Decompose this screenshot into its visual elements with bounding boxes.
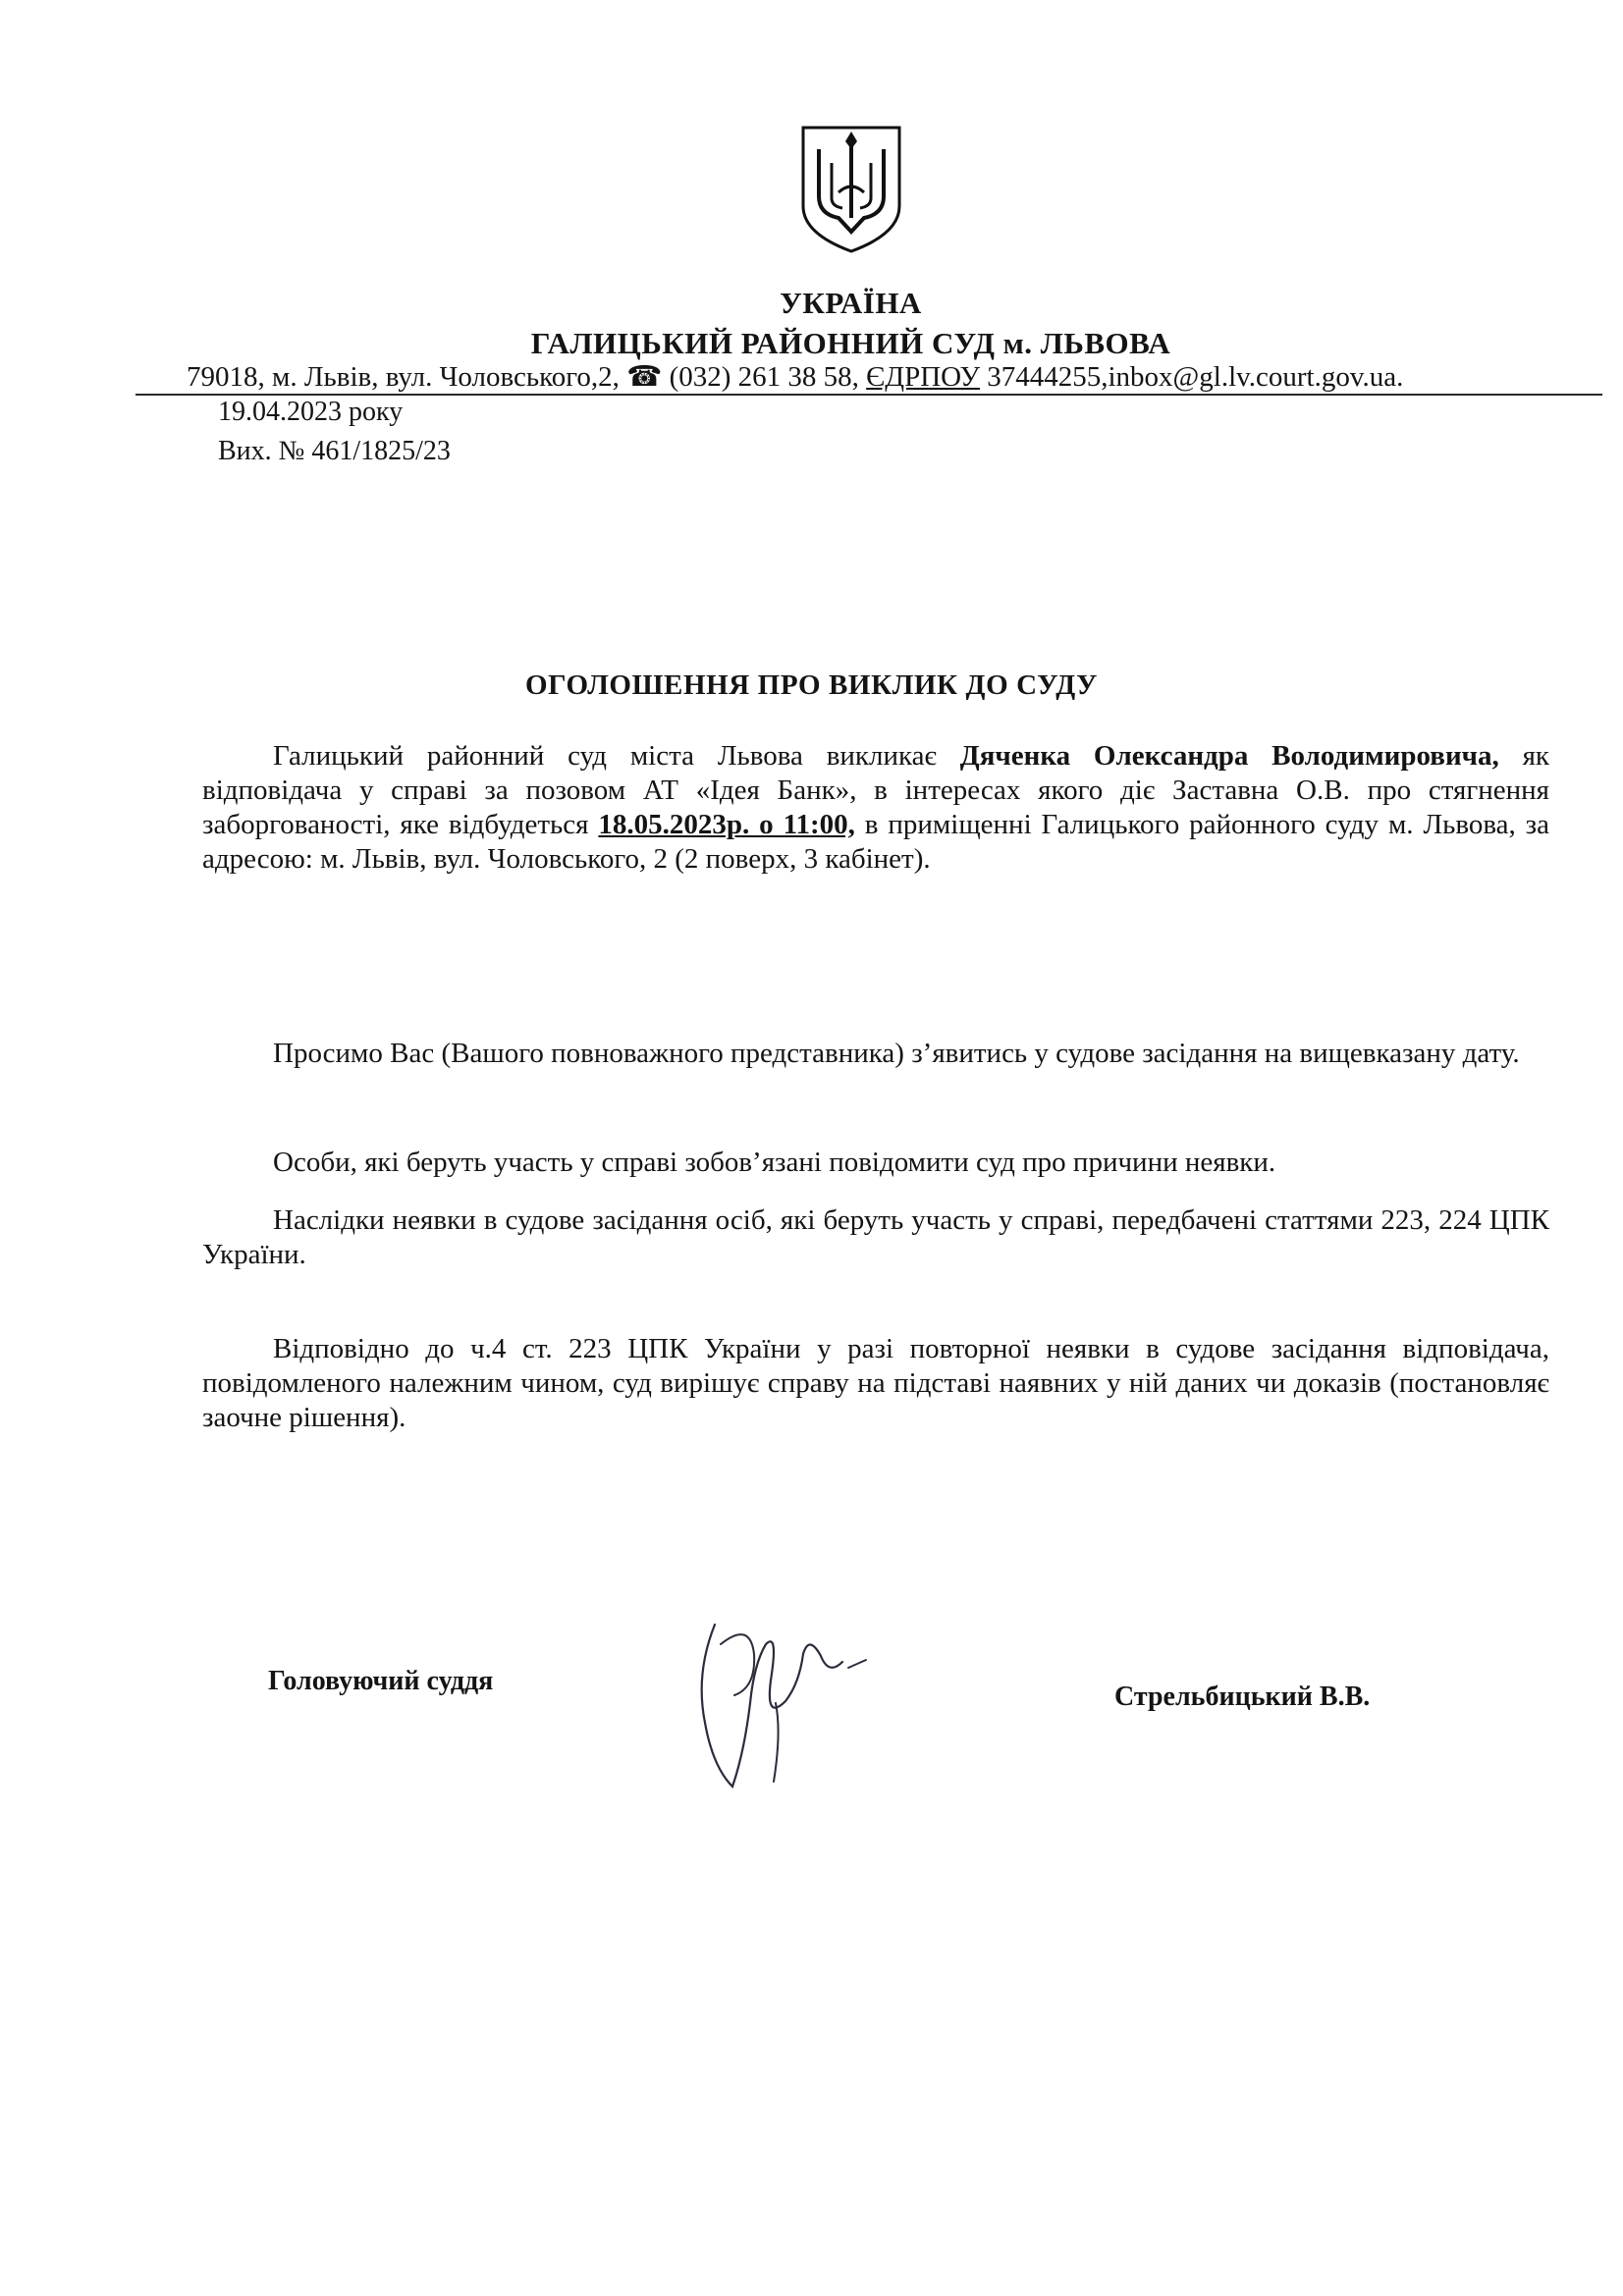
paragraph-default-judgment: Відповідно до ч.4 ст. 223 ЦПК України у разі повторної неявки в судове засідання відповідача, повідомленого належним чином, суд вирішує справу на підставі наявних у ній даних чи доказів (постановляє заочне рішення).	[202, 1333, 1549, 1433]
edrpou-label: ЄДРПОУ	[866, 361, 980, 393]
edrpou-and-email: 37444255,inbox@gl.lv.court.gov.ua.	[987, 361, 1404, 393]
defendant-name: Дяченка Олександра Володимировича,	[959, 740, 1499, 772]
court-address: 79018, м. Львів, вул. Чоловського,2,	[187, 361, 620, 393]
paragraph-summons	[202, 739, 1549, 877]
court-heading: ГАЛИЦЬКИЙ РАЙОННИЙ СУД м. ЛЬВОВА	[530, 326, 1171, 360]
telephone-icon: ☎	[626, 361, 663, 393]
outgoing-number: Вих. № 461/1825/23	[218, 436, 451, 466]
document-date: 19.04.2023 року	[218, 397, 404, 427]
paragraph-consequences: Наслідки неявки в судове засідання осіб, які беруть участь у справі, передбачені статтями 223, 224 ЦПК України.	[202, 1204, 1549, 1270]
hearing-datetime: 18.05.2023р. о 11:00,	[598, 809, 855, 840]
handwritten-signature	[656, 1585, 872, 1801]
judge-title: Головуючий суддя	[268, 1666, 494, 1696]
paragraph-request: Просимо Вас (Вашого повноважного представника) з’явитись у судове засідання на вищевказану дату.	[273, 1038, 1520, 1069]
paragraph-obligation: Особи, які беруть участь у справі зобов’язані повідомити суд про причини неявки.	[273, 1147, 1276, 1178]
country-heading: УКРАЇНА	[780, 286, 922, 320]
court-phone: (032) 261 38 58,	[669, 361, 859, 393]
document-title: ОГОЛОШЕННЯ ПРО ВИКЛИК ДО СУДУ	[525, 669, 1098, 701]
summons-tail: в приміщенні Галицького районного суду м. Львова, за адресою: м. Львів, вул. Чоловського, 2 (2 поверх, 3 кабінет).	[202, 809, 1550, 875]
court-contacts	[187, 359, 1600, 394]
summons-intro: Галицький районний суд міста Львова викликає	[273, 740, 937, 772]
coat-of-arms-icon	[797, 124, 905, 255]
header-divider	[135, 394, 1602, 396]
summons-middle: як відповідача у справі за позовом АТ «Ідея Банк», в інтересах якого діє Заставна О.В. про стягнення заборгованості, яке відбудеться	[202, 740, 1550, 840]
judge-name: Стрельбицький В.В.	[1114, 1682, 1371, 1712]
